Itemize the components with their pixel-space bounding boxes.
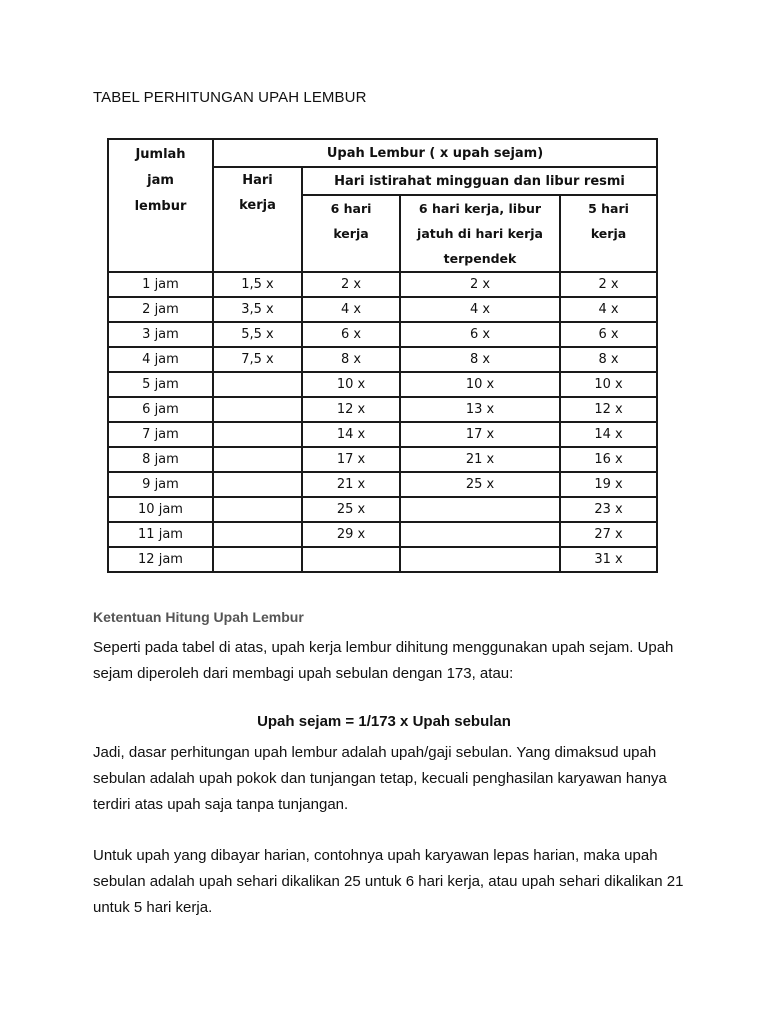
table-row	[108, 372, 657, 397]
table-cell: 23 x	[560, 497, 657, 522]
table-row	[108, 472, 657, 497]
overtime-rate-table	[107, 138, 658, 573]
table-cell: 6 x	[302, 322, 400, 347]
table-cell: 10 jam	[108, 497, 213, 522]
table-cell: 5,5 x	[213, 322, 302, 347]
table-cell: 1,5 x	[213, 272, 302, 297]
table-cell: 2 x	[302, 272, 400, 297]
table-cell: 14 x	[302, 422, 400, 447]
table-cell	[400, 497, 560, 522]
table-cell: 7,5 x	[213, 347, 302, 372]
table-cell: 6 jam	[108, 397, 213, 422]
section-heading: Ketentuan Hitung Upah Lembur	[93, 609, 304, 625]
table-cell: 10 x	[560, 372, 657, 397]
table-cell	[400, 522, 560, 547]
table-cell: 3 jam	[108, 322, 213, 347]
header-6day: 6 hari kerja	[302, 195, 400, 272]
table-cell	[213, 447, 302, 472]
table-cell	[213, 497, 302, 522]
table-cell: 4 x	[302, 297, 400, 322]
table-cell: 12 x	[560, 397, 657, 422]
table-cell: 8 jam	[108, 447, 213, 472]
table-row	[108, 447, 657, 472]
table-cell: 4 x	[560, 297, 657, 322]
table-cell: 8 x	[400, 347, 560, 372]
table-row	[108, 422, 657, 447]
header-5day: 5 hari kerja	[560, 195, 657, 272]
table-row	[108, 347, 657, 372]
table-cell: 2 jam	[108, 297, 213, 322]
table-cell: 25 x	[302, 497, 400, 522]
table-cell: 21 x	[400, 447, 560, 472]
table-cell: 31 x	[560, 547, 657, 572]
table-cell	[213, 422, 302, 447]
table-cell: 5 jam	[108, 372, 213, 397]
table-cell: 8 x	[560, 347, 657, 372]
table-row	[108, 397, 657, 422]
table-cell	[213, 547, 302, 572]
table-cell: 13 x	[400, 397, 560, 422]
header-overtime-group: Upah Lembur ( x upah sejam)	[213, 139, 657, 167]
table-cell: 12 x	[302, 397, 400, 422]
table-cell	[400, 547, 560, 572]
table-cell: 2 x	[400, 272, 560, 297]
table-cell: 6 x	[400, 322, 560, 347]
table-cell: 9 jam	[108, 472, 213, 497]
table-cell: 17 x	[302, 447, 400, 472]
table-row	[108, 522, 657, 547]
table-cell	[213, 472, 302, 497]
table-cell: 1 jam	[108, 272, 213, 297]
table-cell: 16 x	[560, 447, 657, 472]
table-row	[108, 272, 657, 297]
table-cell	[213, 522, 302, 547]
table-cell: 4 x	[400, 297, 560, 322]
table-cell: 25 x	[400, 472, 560, 497]
table-cell: 19 x	[560, 472, 657, 497]
table-cell: 4 jam	[108, 347, 213, 372]
paragraph-basis: Jadi, dasar perhitungan upah lembur adalah upah/gaji sebulan. Yang dimaksud upah sebulan adalah upah pokok dan tunjangan tetap, kecuali penghasilan karyawan hanya terdiri atas upah saja tanpa tunjangan.	[93, 744, 667, 813]
table-cell: 10 x	[400, 372, 560, 397]
paragraph-intro: Seperti pada tabel di atas, upah kerja lembur dihitung menggunakan upah sejam. Upah sejam diperoleh dari membagi upah sebulan dengan 173, atau:	[93, 639, 674, 682]
paragraph-daily-wage: Untuk upah yang dibayar harian, contohnya upah karyawan lepas harian, maka upah sebulan adalah upah sehari dikalikan 25 untuk 6 hari kerja, atau upah sehari dikalikan 21 untuk 5 hari kerja.	[93, 847, 684, 916]
header-6day-short: 6 hari kerja, libur jatuh di hari kerja terpendek	[400, 195, 560, 272]
table-cell: 2 x	[560, 272, 657, 297]
table-cell: 14 x	[560, 422, 657, 447]
table-row	[108, 547, 657, 572]
document-title: TABEL PERHITUNGAN UPAH LEMBUR	[93, 89, 367, 106]
table-cell	[302, 547, 400, 572]
table-row	[108, 497, 657, 522]
table-cell: 6 x	[560, 322, 657, 347]
header-rest-group: Hari istirahat mingguan dan libur resmi	[302, 167, 657, 195]
table-row	[108, 322, 657, 347]
header-hours: Jumlah jam lembur	[108, 139, 213, 272]
table-cell: 10 x	[302, 372, 400, 397]
table-cell	[213, 397, 302, 422]
header-workday: Hari kerja	[213, 167, 302, 272]
table-cell: 21 x	[302, 472, 400, 497]
table-cell: 29 x	[302, 522, 400, 547]
table-cell: 17 x	[400, 422, 560, 447]
table-cell	[213, 372, 302, 397]
table-cell: 7 jam	[108, 422, 213, 447]
table-cell: 8 x	[302, 347, 400, 372]
table-cell: 27 x	[560, 522, 657, 547]
table-cell: 12 jam	[108, 547, 213, 572]
table-cell: 3,5 x	[213, 297, 302, 322]
table-cell: 11 jam	[108, 522, 213, 547]
formula-line: Upah sejam = 1/173 x Upah sebulan	[257, 713, 511, 730]
table-row	[108, 297, 657, 322]
